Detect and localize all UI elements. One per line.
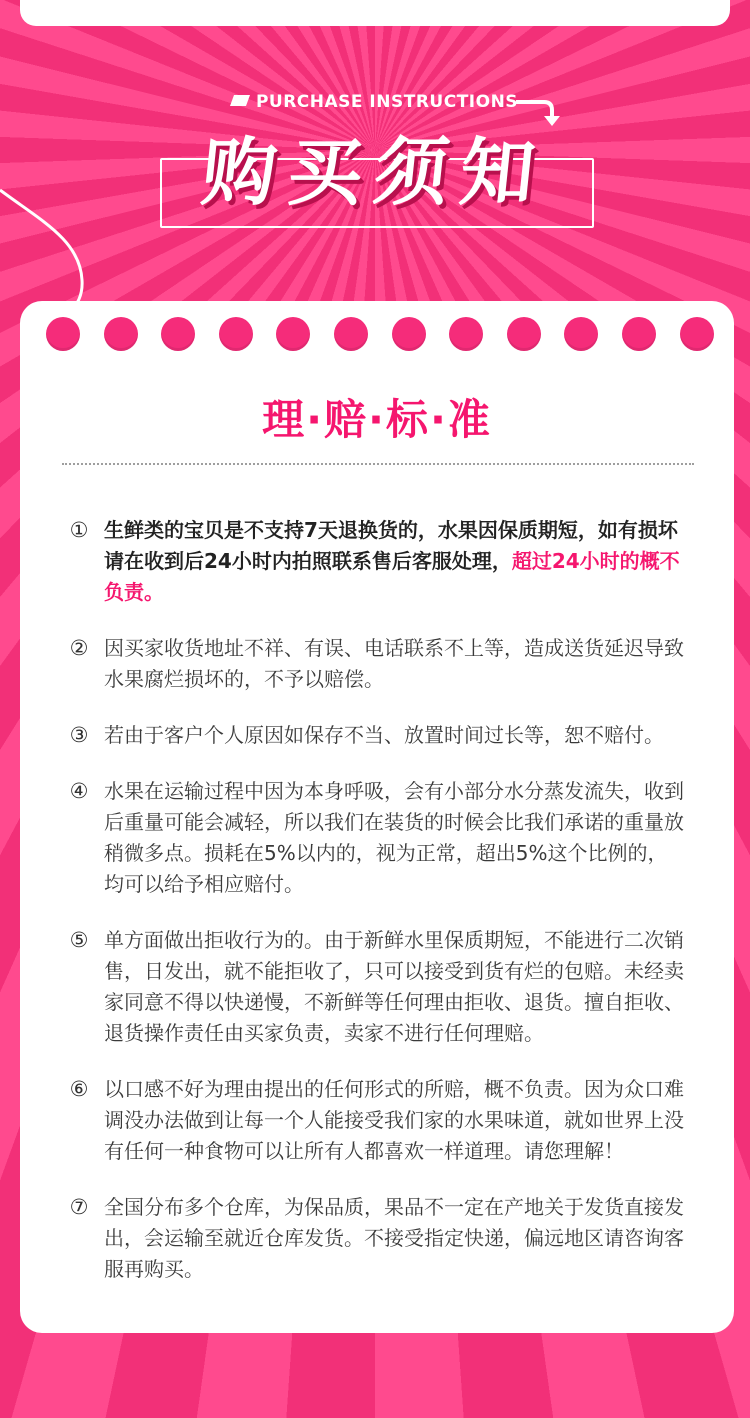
page-title: 购买须知: [197, 130, 551, 216]
list-item: [66, 720, 686, 751]
list-item: [66, 1192, 686, 1285]
item-number: ⑥: [69, 1077, 89, 1101]
list-item: [66, 515, 686, 608]
item-number: ①: [69, 518, 89, 542]
rules-list: [66, 515, 686, 1310]
item-number: ⑤: [69, 928, 89, 952]
binder-hole: [46, 317, 80, 351]
list-item: [66, 925, 686, 1049]
binder-hole: [564, 317, 598, 351]
page-header: [0, 86, 750, 236]
item-number: ⑦: [69, 1195, 89, 1219]
binder-hole: [507, 317, 541, 351]
binder-hole: [622, 317, 656, 351]
binder-hole: [334, 317, 368, 351]
item-text: 水果在运输过程中因为本身呼吸，会有小部分水分蒸发流失，收到后重量可能会减轻，所以我们在装货的时候会比我们承诺的重量放稍微多点。损耗在5%以内的，视为正常，超出5%这个比例的，均可以给予相应赔付。: [104, 779, 684, 896]
list-item: [66, 633, 686, 695]
item-text: 因买家收货地址不祥、有误、电话联系不上等，造成送货延迟导致水果腐烂损坏的，不予以赔偿。: [104, 636, 684, 691]
list-item: [66, 1074, 686, 1167]
binder-hole: [680, 317, 714, 351]
item-text: [104, 515, 686, 608]
item-text-main: 生鲜类的宝贝是不支持7天退换货的，水果因保质期短，如有损坏请在收到后24小时内拍照联系售后客服处理，: [104, 518, 678, 573]
binder-hole: [219, 317, 253, 351]
binder-hole: [392, 317, 426, 351]
item-number: ③: [69, 723, 89, 747]
list-item: [66, 776, 686, 900]
item-text-highlight: 超过24小时的概不负责。: [104, 549, 680, 604]
top-card-edge: [20, 0, 730, 26]
header-subtitle: [0, 92, 750, 112]
item-number: ④: [69, 779, 89, 803]
item-text: 若由于客户个人原因如保存不当、放置时间过长等，恕不赔付。: [104, 723, 664, 747]
item-text: 以口感不好为理由提出的任何形式的所赔，概不负责。因为众口难调没办法做到让每一个人能接受我们家的水果味道，就如世界上没有任何一种食物可以让所有人都喜欢一样道理。请您理解！: [104, 1077, 684, 1163]
binder-hole: [449, 317, 483, 351]
item-text: 全国分布多个仓库，为保品质，果品不一定在产地关于发货直接发出，会运输至就近仓库发货。不接受指定快递，偏远地区请咨询客服再购买。: [104, 1195, 684, 1281]
section-title: 理·赔·标·准: [262, 395, 492, 444]
dotted-divider: [62, 463, 694, 465]
item-number: ②: [69, 636, 89, 660]
binder-hole: [161, 317, 195, 351]
item-text: 单方面做出拒收行为的。由于新鲜水里保质期短，不能进行二次销售，日发出，就不能拒收了，只可以接受到货有烂的包赔。未经卖家同意不得以快递慢，不新鲜等任何理由拒收、退货。擅自拒收、退货操作责任由买家负责，卖家不进行任何理赔。: [104, 928, 684, 1045]
header-subtitle-text: PURCHASE INSTRUCTIONS: [255, 92, 519, 112]
binder-hole: [276, 317, 310, 351]
instructions-card: [20, 301, 734, 1333]
binder-holes: [46, 317, 726, 353]
binder-hole: [104, 317, 138, 351]
